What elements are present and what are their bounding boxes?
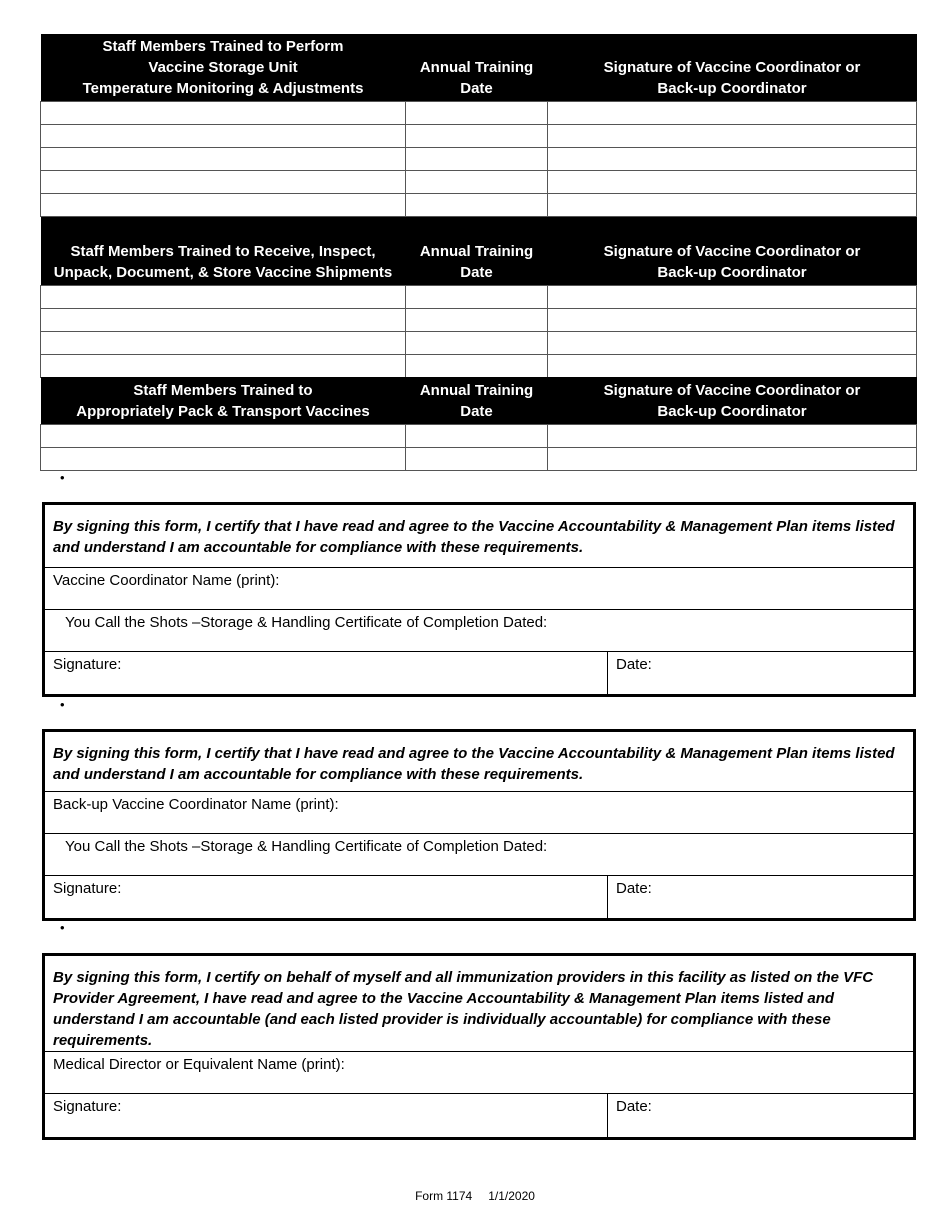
signature-cell[interactable] <box>548 193 917 216</box>
training-date-cell[interactable] <box>406 308 548 331</box>
signature-cell[interactable] <box>548 424 917 447</box>
signature-cell[interactable] <box>548 354 917 377</box>
field-label: You Call the Shots –Storage & Handling Certificate of Completion Dated: <box>65 838 548 855</box>
field-label: Vaccine Coordinator Name (print): <box>53 572 280 589</box>
bullet: • <box>60 697 65 712</box>
date-field[interactable] <box>608 1094 913 1137</box>
certification-statement: By signing this form, I certify on behalf of myself and all immunization providers in this facility as listed on the VFC Provider Agreement, I have read and agree to the Vaccine Accountability & Management Plan items listed and understand I am accountable (and each listed provider is individually accountable) for compliance with these requirements. <box>53 969 874 1049</box>
signature-cell[interactable] <box>548 447 917 470</box>
staff-name-cell[interactable] <box>41 101 406 124</box>
coordinator-signature-header: Signature of Vaccine Coordinator or Back-up Coordinator <box>548 217 917 285</box>
field-label: Date: <box>616 880 652 897</box>
table-header-row <box>41 34 917 101</box>
training-date-header: Annual Training Date <box>406 377 548 424</box>
staff-name-cell[interactable] <box>41 147 406 170</box>
staff-name-cell[interactable] <box>41 308 406 331</box>
coordinator-signature-header: Signature of Vaccine Coordinator or Back-up Coordinator <box>548 34 917 101</box>
training-date-cell[interactable] <box>406 147 548 170</box>
signature-row <box>45 876 913 918</box>
staff-members-header: Staff Members Trained to Perform Vaccine Storage Unit Temperature Monitoring & Adjustments <box>41 34 406 101</box>
certificate-date-field[interactable] <box>45 834 913 876</box>
medical-director-name-field[interactable] <box>45 1052 913 1094</box>
training-date-header: Annual Training Date <box>406 34 548 101</box>
field-label: Date: <box>616 656 652 673</box>
staff-name-cell[interactable] <box>41 285 406 308</box>
signature-field[interactable] <box>45 876 608 918</box>
date-field[interactable] <box>608 876 913 918</box>
certification-statement: By signing this form, I certify that I have read and agree to the Vaccine Accountability & Management Plan items listed and understand I am accountable for compliance with these requirements. <box>53 518 895 556</box>
staff-name-cell[interactable] <box>41 447 406 470</box>
training-date-cell[interactable] <box>406 285 548 308</box>
table-header-row <box>41 377 917 424</box>
staff-name-cell[interactable] <box>41 170 406 193</box>
staff-name-cell[interactable] <box>41 354 406 377</box>
bullet: • <box>60 920 65 935</box>
signature-cell[interactable] <box>548 170 917 193</box>
field-label: Signature: <box>53 656 122 673</box>
staff-name-cell[interactable] <box>41 424 406 447</box>
table-row <box>41 101 917 124</box>
signature-cell[interactable] <box>548 124 917 147</box>
signature-field[interactable] <box>45 1094 608 1137</box>
training-date-cell[interactable] <box>406 424 548 447</box>
training-date-cell[interactable] <box>406 101 548 124</box>
certification-statement: By signing this form, I certify that I have read and agree to the Vaccine Accountability & Management Plan items listed and understand I am accountable for compliance with these requirements. <box>53 745 895 783</box>
field-label: Signature: <box>53 880 122 897</box>
signature-cell[interactable] <box>548 308 917 331</box>
training-date-cell[interactable] <box>406 331 548 354</box>
table-row <box>41 124 917 147</box>
certification-statement-row <box>45 505 913 568</box>
signature-cell[interactable] <box>548 101 917 124</box>
bullet: • <box>60 470 65 485</box>
certification-statement-row <box>45 732 913 792</box>
staff-name-cell[interactable] <box>41 193 406 216</box>
signature-row <box>45 652 913 694</box>
table-row <box>41 447 917 470</box>
shipment-training-table <box>40 217 917 378</box>
training-date-cell[interactable] <box>406 354 548 377</box>
staff-name-cell[interactable] <box>41 124 406 147</box>
storage-unit-training-table <box>40 34 917 217</box>
coordinator-certification-box <box>42 502 916 697</box>
coordinator-name-field[interactable] <box>45 568 913 610</box>
signature-cell[interactable] <box>548 147 917 170</box>
backup-coordinator-name-field[interactable] <box>45 792 913 834</box>
medical-director-certification-box <box>42 953 916 1140</box>
table-row <box>41 308 917 331</box>
certificate-date-field[interactable] <box>45 610 913 652</box>
training-date-cell[interactable] <box>406 193 548 216</box>
backup-coordinator-certification-box <box>42 729 916 921</box>
staff-members-header: Staff Members Trained to Appropriately Pack & Transport Vaccines <box>41 377 406 424</box>
table-row <box>41 147 917 170</box>
page-footer <box>0 1189 950 1203</box>
field-label: Date: <box>616 1098 652 1115</box>
table-row <box>41 285 917 308</box>
field-label: Medical Director or Equivalent Name (print): <box>53 1056 345 1073</box>
date-field[interactable] <box>608 652 913 694</box>
form-number: Form 1174 <box>415 1189 473 1203</box>
form-date: 1/1/2020 <box>488 1189 535 1203</box>
table-row <box>41 424 917 447</box>
transport-training-table <box>40 377 917 471</box>
coordinator-signature-header: Signature of Vaccine Coordinator or Back-up Coordinator <box>548 377 917 424</box>
field-label: Signature: <box>53 1098 122 1115</box>
table-row <box>41 193 917 216</box>
table-row <box>41 354 917 377</box>
training-date-cell[interactable] <box>406 170 548 193</box>
staff-members-header: Staff Members Trained to Receive, Inspect, Unpack, Document, & Store Vaccine Shipments <box>41 217 406 285</box>
field-label: Back-up Vaccine Coordinator Name (print): <box>53 796 339 813</box>
table-row <box>41 170 917 193</box>
training-date-cell[interactable] <box>406 124 548 147</box>
training-date-header: Annual Training Date <box>406 217 548 285</box>
certification-statement-row <box>45 956 913 1052</box>
field-label: You Call the Shots –Storage & Handling Certificate of Completion Dated: <box>65 614 548 631</box>
signature-cell[interactable] <box>548 331 917 354</box>
training-date-cell[interactable] <box>406 447 548 470</box>
table-header-row <box>41 217 917 285</box>
table-row <box>41 331 917 354</box>
signature-row <box>45 1094 913 1137</box>
staff-name-cell[interactable] <box>41 331 406 354</box>
signature-field[interactable] <box>45 652 608 694</box>
signature-cell[interactable] <box>548 285 917 308</box>
